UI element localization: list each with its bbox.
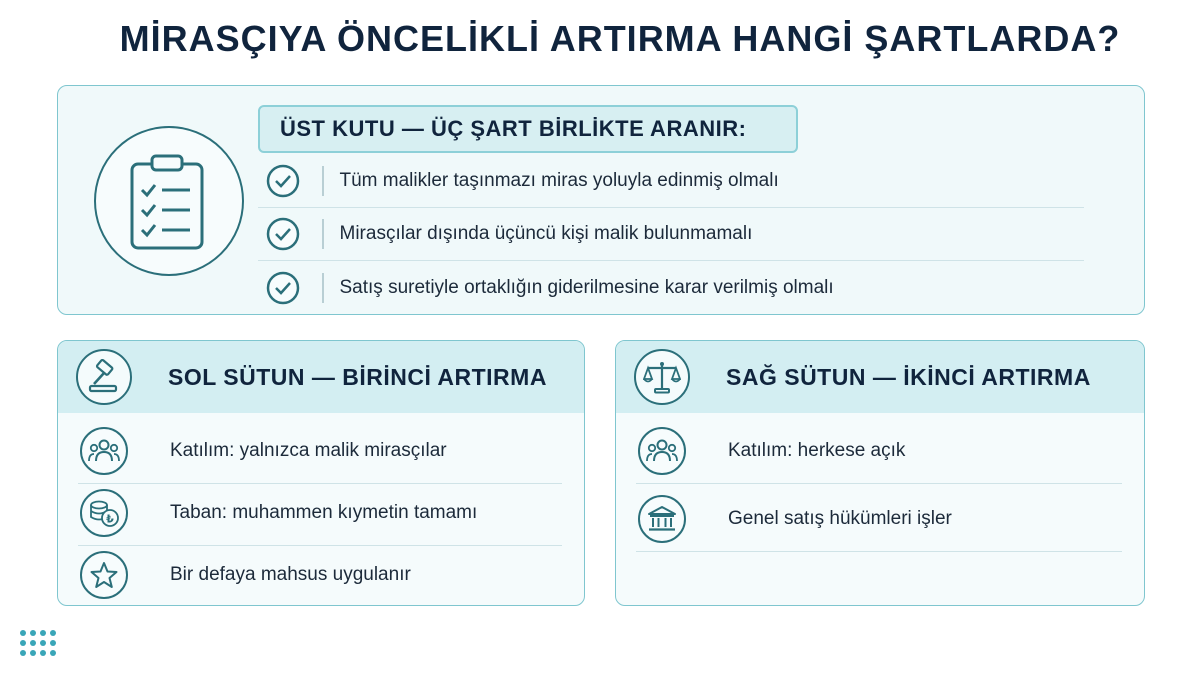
item-text: Genel satış hükümleri işler — [728, 508, 952, 529]
item-text: Katılım: yalnızca malik mirasçılar — [170, 440, 447, 461]
list-item — [80, 483, 562, 543]
list-item — [638, 421, 1122, 481]
divider — [322, 219, 324, 249]
second-auction-panel — [615, 340, 1145, 606]
page-title: MİRASÇIYA ÖNCELİKLİ ARTIRMA HANGİ ŞARTLARDA? — [119, 18, 1121, 59]
divider — [258, 207, 1084, 208]
panel-title: SOL SÜTUN — BİRİNCİ ARTIRMA — [168, 363, 547, 390]
gavel-icon — [76, 349, 132, 405]
check-circle-icon — [266, 217, 300, 251]
divider — [258, 260, 1084, 261]
condition-text: Tüm malikler taşınmazı miras yoluyla edinmiş olmalı — [339, 170, 779, 191]
clipboard-checklist-icon — [94, 126, 244, 276]
coins-lira-icon — [80, 489, 128, 537]
scales-icon — [634, 349, 690, 405]
divider — [322, 166, 324, 196]
people-icon — [638, 427, 686, 475]
list-item — [80, 545, 562, 605]
conditions-box — [57, 85, 1145, 315]
condition-item — [266, 263, 1086, 313]
check-circle-icon — [266, 271, 300, 305]
list-item — [80, 421, 562, 481]
condition-item — [266, 156, 1086, 206]
condition-text: Satış suretiyle ortaklığın giderilmesine karar verilmiş olmalı — [339, 277, 834, 298]
divider — [636, 483, 1122, 484]
condition-item — [266, 209, 1086, 259]
item-text: Katılım: herkese açık — [728, 440, 906, 461]
first-auction-panel — [57, 340, 585, 606]
bank-building-icon — [638, 495, 686, 543]
svg-text:₺: ₺ — [106, 512, 114, 526]
panel-header — [616, 341, 1144, 413]
item-text: Taban: muhammen kıymetin tamamı — [170, 502, 478, 523]
dots-grid-icon — [20, 630, 56, 656]
condition-text: Mirasçılar dışında üçüncü kişi malik bulunmamalı — [339, 223, 753, 244]
panel-header — [58, 341, 584, 413]
panel-title: SAĞ SÜTUN — İKİNCİ ARTIRMA — [726, 363, 1091, 390]
divider — [322, 273, 324, 303]
divider — [636, 551, 1122, 552]
star-icon — [80, 551, 128, 599]
people-icon — [80, 427, 128, 475]
check-circle-icon — [266, 164, 300, 198]
list-item — [638, 489, 1122, 549]
conditions-header: ÜST KUTU — ÜÇ ŞART BİRLİKTE ARANIR: — [258, 105, 798, 153]
item-text: Bir defaya mahsus uygulanır — [170, 564, 411, 585]
